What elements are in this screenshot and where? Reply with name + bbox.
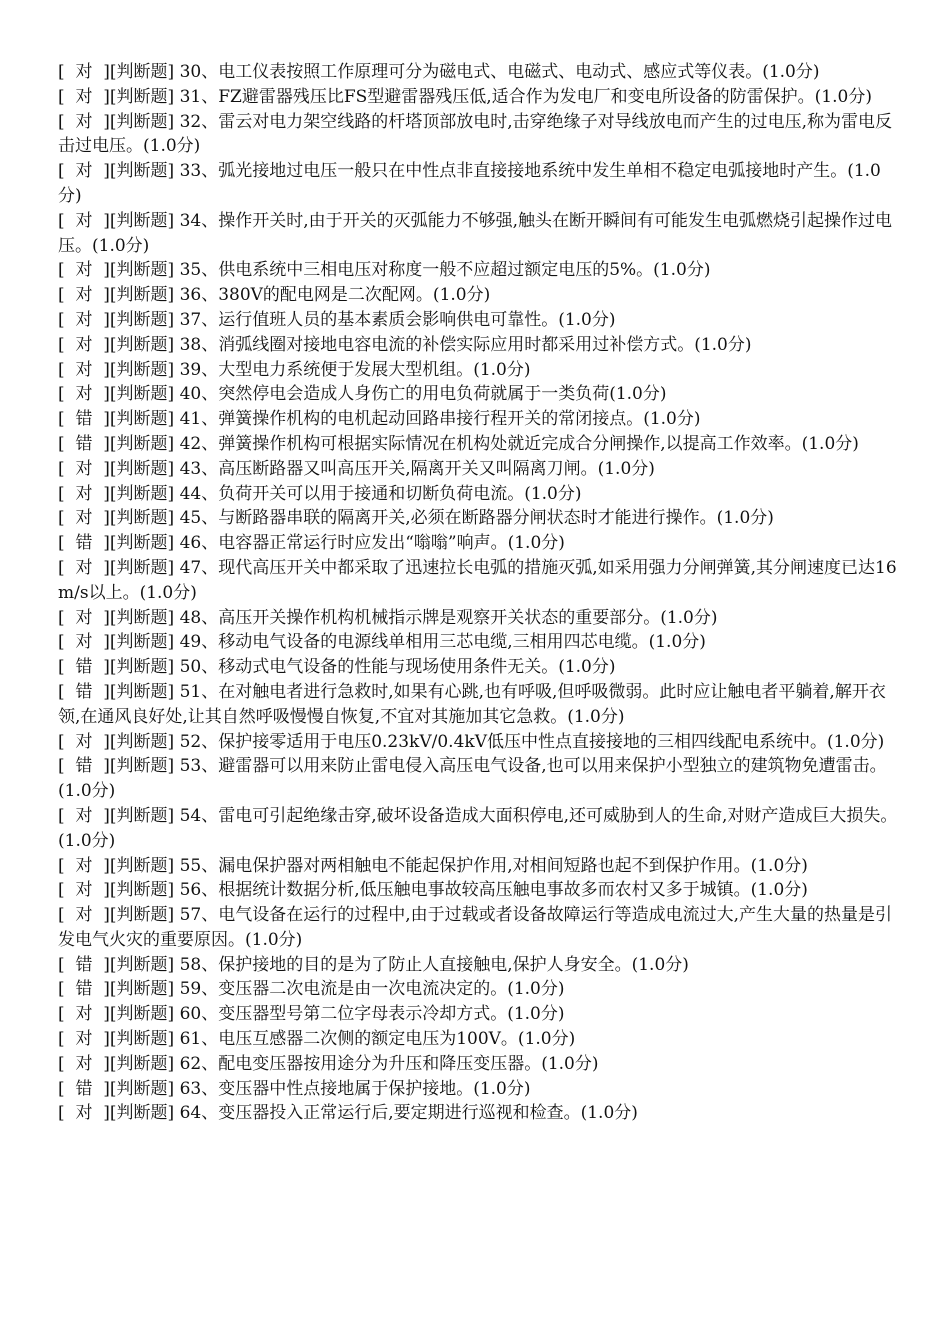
- question-text: 60、变压器型号第二位字母表示冷却方式。(1.0分): [179, 1004, 565, 1025]
- question-type: 判断题: [116, 1053, 168, 1074]
- type-close-bracket: ]: [167, 533, 180, 554]
- question-item: [58, 358, 900, 383]
- answer-close-bracket: ][: [92, 607, 117, 628]
- type-close-bracket: ]: [167, 905, 180, 926]
- question-item: [58, 556, 900, 606]
- answer-close-bracket: ][: [92, 1004, 117, 1025]
- question-type: 判断题: [116, 880, 168, 901]
- question-text: 55、漏电保护器对两相触电不能起保护作用,对相间短路也起不到保护作用。(1.0分): [179, 855, 808, 876]
- type-close-bracket: ]: [167, 458, 180, 479]
- question-text: 32、雷云对电力架空线路的杆塔顶部放电时,击穿绝缘子对导线放电而产生的过电压,称为雷电反击过电压。(1.0分): [58, 111, 893, 157]
- answer-mark: 对: [75, 359, 93, 380]
- answer-mark: 错: [75, 433, 93, 454]
- question-type: 判断题: [116, 458, 168, 479]
- question-item: [58, 903, 900, 953]
- answer-mark: 错: [75, 681, 93, 702]
- answer-close-bracket: ][: [92, 533, 117, 554]
- answer-close-bracket: ][: [92, 1103, 117, 1124]
- type-close-bracket: ]: [167, 805, 180, 826]
- type-close-bracket: ]: [167, 359, 180, 380]
- question-text: 61、电压互感器二次侧的额定电压为100V。(1.0分): [179, 1029, 576, 1050]
- answer-mark: 错: [75, 657, 93, 678]
- question-type: 判断题: [116, 210, 168, 231]
- question-item: [58, 308, 900, 333]
- answer-mark: 对: [75, 607, 93, 628]
- answer-mark: 对: [75, 285, 93, 306]
- document-page: [58, 60, 900, 1126]
- question-type: 判断题: [116, 161, 168, 182]
- answer-close-bracket: ][: [92, 855, 117, 876]
- answer-close-bracket: ][: [92, 161, 117, 182]
- answer-mark: 对: [75, 458, 93, 479]
- question-text: 57、电气设备在运行的过程中,由于过载或者设备故障运行等造成电流过大,产生大量的热量是引发电气火灾的重要原因。(1.0分): [58, 905, 893, 950]
- type-close-bracket: ]: [167, 409, 180, 430]
- answer-mark: 对: [75, 508, 93, 529]
- answer-close-bracket: ][: [92, 1053, 117, 1074]
- answer-close-bracket: ][: [92, 86, 117, 107]
- answer-open-bracket: [: [58, 359, 76, 380]
- question-item: [58, 110, 900, 160]
- answer-open-bracket: [: [58, 905, 76, 926]
- answer-mark: 对: [75, 161, 93, 182]
- question-text: 31、FZ避雷器残压比FS型避雷器残压低,适合作为发电厂和变电所设备的防雷保护。(1.0分): [179, 86, 872, 107]
- answer-mark: 对: [75, 880, 93, 901]
- question-type: 判断题: [116, 1103, 168, 1124]
- answer-mark: 对: [75, 309, 93, 330]
- answer-mark: 对: [75, 905, 93, 926]
- answer-close-bracket: ][: [92, 508, 117, 529]
- question-item: [58, 730, 900, 755]
- type-close-bracket: ]: [167, 954, 180, 975]
- question-text: 38、消弧线圈对接地电容电流的补偿实际应用时都采用过补偿方式。(1.0分): [179, 334, 752, 355]
- question-type: 判断题: [116, 86, 168, 107]
- question-type: 判断题: [116, 979, 168, 1000]
- question-type: 判断题: [116, 508, 168, 529]
- question-text: 45、与断路器串联的隔离开关,必须在断路器分闸状态时才能进行操作。(1.0分): [179, 508, 774, 529]
- answer-close-bracket: ][: [92, 1029, 117, 1050]
- question-item: [58, 60, 900, 85]
- question-item: [58, 1101, 900, 1126]
- type-close-bracket: ]: [167, 1078, 180, 1099]
- answer-close-bracket: ][: [92, 309, 117, 330]
- question-type: 判断题: [116, 359, 168, 380]
- question-item: [58, 1077, 900, 1102]
- question-type: 判断题: [116, 954, 168, 975]
- answer-close-bracket: ][: [92, 210, 117, 231]
- answer-open-bracket: [: [58, 161, 76, 182]
- answer-mark: 对: [75, 384, 93, 405]
- answer-open-bracket: [: [58, 979, 76, 1000]
- answer-open-bracket: [: [58, 1029, 76, 1050]
- question-item: [58, 382, 900, 407]
- answer-mark: 对: [75, 632, 93, 653]
- answer-mark: 错: [75, 533, 93, 554]
- question-item: [58, 531, 900, 556]
- answer-open-bracket: [: [58, 805, 76, 826]
- question-type: 判断题: [116, 905, 168, 926]
- question-item: [58, 333, 900, 358]
- question-text: 53、避雷器可以用来防止雷电侵入高压电气设备,也可以用来保护小型独立的建筑物免遭雷击。(1.0分): [58, 756, 887, 802]
- answer-close-bracket: ][: [92, 657, 117, 678]
- question-type: 判断题: [116, 1029, 168, 1050]
- answer-open-bracket: [: [58, 607, 76, 628]
- type-close-bracket: ]: [167, 880, 180, 901]
- type-close-bracket: ]: [167, 731, 180, 752]
- question-type: 判断题: [116, 384, 168, 405]
- question-item: [58, 1027, 900, 1052]
- question-item: [58, 283, 900, 308]
- answer-open-bracket: [: [58, 657, 76, 678]
- answer-open-bracket: [: [58, 309, 76, 330]
- answer-open-bracket: [: [58, 483, 76, 504]
- answer-open-bracket: [: [58, 855, 76, 876]
- question-text: 63、变压器中性点接地属于保护接地。(1.0分): [179, 1078, 531, 1099]
- answer-mark: 错: [75, 409, 93, 430]
- type-close-bracket: ]: [167, 483, 180, 504]
- answer-open-bracket: [: [58, 954, 76, 975]
- answer-open-bracket: [: [58, 433, 76, 454]
- type-close-bracket: ]: [167, 657, 180, 678]
- answer-close-bracket: ][: [92, 1078, 117, 1099]
- answer-open-bracket: [: [58, 334, 76, 355]
- type-close-bracket: ]: [167, 756, 180, 777]
- question-item: [58, 457, 900, 482]
- answer-mark: 对: [75, 1053, 93, 1074]
- question-type: 判断题: [116, 409, 168, 430]
- question-item: [58, 977, 900, 1002]
- answer-close-bracket: ][: [92, 979, 117, 1000]
- answer-close-bracket: ][: [92, 285, 117, 306]
- question-text: 40、突然停电会造成人身伤亡的用电负荷就属于一类负荷(1.0分): [179, 384, 667, 405]
- answer-open-bracket: [: [58, 111, 76, 132]
- answer-mark: 对: [75, 731, 93, 752]
- type-close-bracket: ]: [167, 384, 180, 405]
- question-type: 判断题: [116, 1078, 168, 1099]
- answer-mark: 对: [75, 1103, 93, 1124]
- type-close-bracket: ]: [167, 86, 180, 107]
- question-type: 判断题: [116, 731, 168, 752]
- question-item: [58, 258, 900, 283]
- question-item: [58, 407, 900, 432]
- answer-mark: 错: [75, 979, 93, 1000]
- question-type: 判断题: [116, 533, 168, 554]
- type-close-bracket: ]: [167, 334, 180, 355]
- question-type: 判断题: [116, 309, 168, 330]
- question-type: 判断题: [116, 1004, 168, 1025]
- question-text: 48、高压开关操作机构机械指示牌是观察开关状态的重要部分。(1.0分): [179, 607, 718, 628]
- answer-mark: 对: [75, 260, 93, 281]
- question-text: 42、弹簧操作机构可根据实际情况在机构处就近完成合分闸操作,以提高工作效率。(1.0分): [179, 433, 859, 454]
- question-text: 59、变压器二次电流是由一次电流决定的。(1.0分): [179, 979, 565, 1000]
- question-text: 34、操作开关时,由于开关的灭弧能力不够强,触头在断开瞬间有可能发生电弧燃烧引起操作过电压。(1.0分): [58, 210, 893, 256]
- answer-close-bracket: ][: [92, 334, 117, 355]
- question-item: [58, 854, 900, 879]
- answer-open-bracket: [: [58, 557, 76, 578]
- type-close-bracket: ]: [167, 632, 180, 653]
- question-item: [58, 432, 900, 457]
- type-close-bracket: ]: [167, 111, 180, 132]
- question-type: 判断题: [116, 260, 168, 281]
- type-close-bracket: ]: [167, 309, 180, 330]
- question-item: [58, 655, 900, 680]
- answer-close-bracket: ][: [92, 557, 117, 578]
- type-close-bracket: ]: [167, 260, 180, 281]
- question-item: [58, 1002, 900, 1027]
- answer-close-bracket: ][: [92, 111, 117, 132]
- type-close-bracket: ]: [167, 161, 180, 182]
- question-type: 判断题: [116, 483, 168, 504]
- answer-close-bracket: ][: [92, 384, 117, 405]
- answer-close-bracket: ][: [92, 632, 117, 653]
- type-close-bracket: ]: [167, 607, 180, 628]
- question-type: 判断题: [116, 607, 168, 628]
- answer-mark: 错: [75, 756, 93, 777]
- answer-open-bracket: [: [58, 210, 76, 231]
- question-text: 51、在对触电者进行急救时,如果有心跳,也有呼吸,但呼吸微弱。此时应让触电者平躺着,解开衣领,在通风良好处,让其自然呼吸慢慢自恢复,不宜对其施加其它急救。(1.0分): [58, 681, 886, 727]
- answer-open-bracket: [: [58, 1103, 76, 1124]
- question-item: [58, 1052, 900, 1077]
- question-type: 判断题: [116, 756, 168, 777]
- question-item: [58, 159, 900, 209]
- answer-mark: 对: [75, 557, 93, 578]
- answer-open-bracket: [: [58, 632, 76, 653]
- question-text: 35、供电系统中三相电压对称度一般不应超过额定电压的5%。(1.0分): [179, 260, 711, 281]
- answer-close-bracket: ][: [92, 905, 117, 926]
- question-text: 46、电容器正常运行时应发出“嗡嗡”响声。(1.0分): [179, 533, 565, 554]
- answer-open-bracket: [: [58, 731, 76, 752]
- answer-mark: 对: [75, 855, 93, 876]
- question-text: 36、380V的配电网是二次配网。(1.0分): [179, 285, 491, 306]
- question-text: 62、配电变压器按用途分为升压和降压变压器。(1.0分): [179, 1053, 599, 1074]
- answer-open-bracket: [: [58, 1053, 76, 1074]
- type-close-bracket: ]: [167, 979, 180, 1000]
- answer-open-bracket: [: [58, 285, 76, 306]
- type-close-bracket: ]: [167, 1029, 180, 1050]
- answer-open-bracket: [: [58, 681, 76, 702]
- answer-close-bracket: ][: [92, 880, 117, 901]
- answer-close-bracket: ][: [92, 731, 117, 752]
- answer-open-bracket: [: [58, 384, 76, 405]
- answer-open-bracket: [: [58, 260, 76, 281]
- question-item: [58, 680, 900, 730]
- type-close-bracket: ]: [167, 508, 180, 529]
- answer-mark: 对: [75, 111, 93, 132]
- question-item: [58, 85, 900, 110]
- question-text: 37、运行值班人员的基本素质会影响供电可靠性。(1.0分): [179, 309, 616, 330]
- question-item: [58, 482, 900, 507]
- answer-open-bracket: [: [58, 756, 76, 777]
- answer-mark: 对: [75, 86, 93, 107]
- question-text: 52、保护接零适用于电压0.23kV/0.4kV低压中性点直接接地的三相四线配电系统中。(1.0分): [179, 731, 885, 752]
- answer-mark: 对: [75, 1004, 93, 1025]
- answer-close-bracket: ][: [92, 805, 117, 826]
- answer-close-bracket: ][: [92, 756, 117, 777]
- question-type: 判断题: [116, 681, 168, 702]
- answer-mark: 对: [75, 62, 93, 82]
- answer-open-bracket: [: [58, 62, 76, 82]
- answer-open-bracket: [: [58, 86, 76, 107]
- answer-mark: 错: [75, 1078, 93, 1099]
- question-type: 判断题: [116, 805, 168, 826]
- answer-mark: 对: [75, 483, 93, 504]
- answer-open-bracket: [: [58, 458, 76, 479]
- type-close-bracket: ]: [167, 855, 180, 876]
- answer-close-bracket: ][: [92, 681, 117, 702]
- question-item: [58, 804, 900, 854]
- answer-mark: 对: [75, 334, 93, 355]
- question-text: 43、高压断路器又叫高压开关,隔离开关又叫隔离刀闸。(1.0分): [179, 458, 655, 479]
- answer-open-bracket: [: [58, 1004, 76, 1025]
- answer-open-bracket: [: [58, 508, 76, 529]
- type-close-bracket: ]: [167, 62, 180, 82]
- answer-close-bracket: ][: [92, 433, 117, 454]
- answer-mark: 对: [75, 805, 93, 826]
- question-type: 判断题: [116, 632, 168, 653]
- question-item: [58, 754, 900, 804]
- question-text: 49、移动电气设备的电源线单相用三芯电缆,三相用四芯电缆。(1.0分): [179, 632, 706, 653]
- question-text: 64、变压器投入正常运行后,要定期进行巡视和检查。(1.0分): [179, 1103, 638, 1124]
- question-text: 30、电工仪表按照工作原理可分为磁电式、电磁式、电动式、感应式等仪表。(1.0分): [179, 62, 820, 82]
- answer-close-bracket: ][: [92, 954, 117, 975]
- question-item: [58, 878, 900, 903]
- question-text: 39、大型电力系统便于发展大型机组。(1.0分): [179, 359, 531, 380]
- question-type: 判断题: [116, 557, 168, 578]
- type-close-bracket: ]: [167, 1103, 180, 1124]
- question-text: 33、弧光接地过电压一般只在中性点非直接接地系统中发生单相不稳定电弧接地时产生。(1.0分): [58, 161, 881, 206]
- type-close-bracket: ]: [167, 681, 180, 702]
- question-type: 判断题: [116, 111, 168, 132]
- type-close-bracket: ]: [167, 285, 180, 306]
- type-close-bracket: ]: [167, 210, 180, 231]
- question-type: 判断题: [116, 334, 168, 355]
- answer-mark: 对: [75, 210, 93, 231]
- answer-close-bracket: ][: [92, 260, 117, 281]
- question-text: 56、根据统计数据分析,低压触电事故较高压触电事故多而农村又多于城镇。(1.0分): [179, 880, 808, 901]
- question-type: 判断题: [116, 433, 168, 454]
- answer-mark: 错: [75, 954, 93, 975]
- question-text: 41、弹簧操作机构的电机起动回路串接行程开关的常闭接点。(1.0分): [179, 409, 701, 430]
- answer-mark: 对: [75, 1029, 93, 1050]
- question-item: [58, 209, 900, 259]
- question-text: 47、现代高压开关中都采取了迅速拉长电弧的措施灭弧,如采用强力分闸弹簧,其分闸速度已达16m/s以上。(1.0分): [58, 557, 897, 603]
- question-item: [58, 606, 900, 631]
- question-item: [58, 506, 900, 531]
- question-type: 判断题: [116, 855, 168, 876]
- answer-close-bracket: ][: [92, 359, 117, 380]
- answer-open-bracket: [: [58, 1078, 76, 1099]
- question-type: 判断题: [116, 285, 168, 306]
- answer-close-bracket: ][: [92, 458, 117, 479]
- answer-close-bracket: ][: [92, 483, 117, 504]
- type-close-bracket: ]: [167, 1053, 180, 1074]
- question-text: 50、移动式电气设备的性能与现场使用条件无关。(1.0分): [179, 657, 616, 678]
- question-text: 54、雷电可引起绝缘击穿,破坏设备造成大面积停电,还可威胁到人的生命,对财产造成巨大损失。(1.0分): [58, 805, 898, 851]
- question-text: 58、保护接地的目的是为了防止人直接触电,保护人身安全。(1.0分): [179, 954, 689, 975]
- type-close-bracket: ]: [167, 433, 180, 454]
- answer-open-bracket: [: [58, 880, 76, 901]
- question-type: 判断题: [116, 657, 168, 678]
- question-type: 判断题: [116, 62, 168, 82]
- answer-open-bracket: [: [58, 533, 76, 554]
- question-text: 44、负荷开关可以用于接通和切断负荷电流。(1.0分): [179, 483, 582, 504]
- question-item: [58, 630, 900, 655]
- question-item: [58, 953, 900, 978]
- answer-close-bracket: ][: [92, 62, 117, 82]
- answer-open-bracket: [: [58, 409, 76, 430]
- answer-close-bracket: ][: [92, 409, 117, 430]
- type-close-bracket: ]: [167, 557, 180, 578]
- type-close-bracket: ]: [167, 1004, 180, 1025]
